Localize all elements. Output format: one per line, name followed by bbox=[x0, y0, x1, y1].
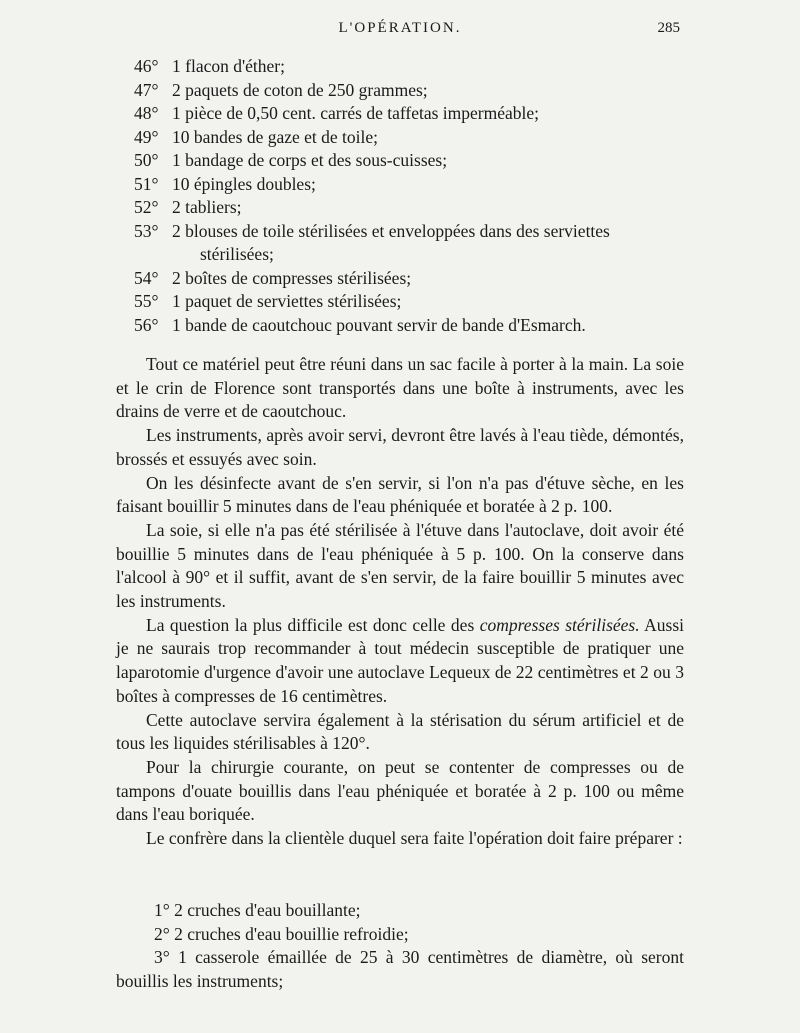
item-text: 2 blouses de toile stérilisées et enveloppées dans des serviettes bbox=[172, 220, 610, 241]
item-text: 1 flacon d'éther; bbox=[172, 56, 285, 76]
item-number: 53° bbox=[134, 220, 159, 241]
item-number: 56° bbox=[134, 314, 159, 335]
item-number: 48° bbox=[134, 103, 159, 123]
list-item bbox=[134, 267, 694, 291]
item-number: 50° bbox=[134, 150, 159, 170]
item-number: 49° bbox=[134, 126, 159, 147]
list-item bbox=[134, 55, 694, 79]
item-number: 47° bbox=[134, 79, 159, 100]
paragraph: Le confrère dans la clientèle duquel sera faite l'opération doit faire préparer : bbox=[146, 828, 683, 849]
paragraph: La soie, si elle n'a pas été stérilisée à l'étuve dans l'autoclave, doit avoir été bouillie 5 minutes dans de l'eau phéniquée à 5 p. 100. On la conserve dans l'alcool à 90° et il suffit, avant de s'en servir, de la faire bouillir 5 minutes avec les instruments. bbox=[116, 519, 684, 612]
item-text: 1 bande de caoutchouc pouvant servir de bande d'Esmarch. bbox=[172, 314, 586, 335]
item-text: 1 paquet de serviettes stérilisées; bbox=[172, 291, 402, 311]
body-text bbox=[116, 353, 684, 851]
paragraph-text: La question la plus difficile est donc celle des bbox=[146, 614, 480, 635]
paragraph: Tout ce matériel peut être réuni dans un sac facile à porter à la main. La soie et le crin de Florence sont transportés dans une boîte à instruments, avec les drains de verre et de caoutchouc. bbox=[116, 354, 684, 422]
emphasis-text: compresses stérilisées. bbox=[479, 614, 640, 635]
paragraph-text: Aussi je ne saurais trop recommander à tout médecin susceptible de pratiquer une laparotomie d'urgence d'avoir une autoclave Lequeux de 22 centimètres et 2 ou 3 boîtes à compresses de 16 centimètres. bbox=[116, 614, 684, 706]
item-text: 2 tabliers; bbox=[172, 197, 242, 217]
item-text: 10 épingles doubles; bbox=[172, 173, 316, 194]
running-title: L'OPÉRATION. bbox=[338, 20, 462, 36]
paragraph: Les instruments, après avoir servi, devront être lavés à l'eau tiède, démontés, brossés et essuyés avec soin. bbox=[116, 425, 684, 469]
item-text: 1 pièce de 0,50 cent. carrés de taffetas imperméable; bbox=[172, 103, 539, 123]
list-item bbox=[134, 149, 694, 173]
item-number: 51° bbox=[134, 173, 159, 194]
list-item bbox=[134, 290, 694, 314]
item-number: 54° bbox=[134, 267, 159, 288]
list-item bbox=[134, 126, 694, 150]
item-text: 10 bandes de gaze et de toile; bbox=[172, 126, 379, 147]
enum-item: 1° 2 cruches d'eau bouillante; bbox=[154, 900, 361, 920]
paragraph: Cette autoclave servira également à la stérisation du sérum artificiel et de tous les liquides stérilisables à 120°. bbox=[116, 709, 684, 754]
item-continuation: stérilisées; bbox=[200, 244, 274, 264]
list-item bbox=[134, 79, 694, 103]
running-head bbox=[0, 20, 800, 42]
paragraph: On les désinfecte avant de s'en servir, si l'on n'a pas d'étuve sèche, en les faisant bouillir 5 minutes dans de l'eau phéniquée et boratée à 2 p. 100. bbox=[116, 472, 684, 517]
enum-item: 2° 2 cruches d'eau bouillie refroidie; bbox=[154, 923, 409, 944]
list-item bbox=[134, 220, 694, 244]
list-item bbox=[134, 314, 694, 338]
item-text: 2 paquets de coton de 250 grammes; bbox=[172, 79, 428, 100]
item-text: 1 bandage de corps et des sous-cuisses; bbox=[172, 150, 448, 170]
preparation-list bbox=[116, 899, 684, 994]
page-number: 285 bbox=[657, 20, 680, 36]
item-number: 55° bbox=[134, 291, 159, 311]
list-item bbox=[134, 102, 694, 126]
enum-item: 3° 1 casserole émaillée de 25 à 30 centimètres de diamètre, où seront bouillis les instruments; bbox=[116, 947, 684, 992]
supply-list bbox=[134, 55, 694, 337]
item-text: 2 boîtes de compresses stérilisées; bbox=[172, 267, 412, 288]
list-item bbox=[134, 173, 694, 197]
item-number: 46° bbox=[134, 56, 159, 76]
item-number: 52° bbox=[134, 197, 159, 217]
paragraph bbox=[116, 614, 684, 709]
paragraph: Pour la chirurgie courante, on peut se contenter de compresses ou de tampons d'ouate bouillis dans l'eau phéniquée et boratée à 2 p. 100 ou même dans l'eau boriquée. bbox=[116, 756, 684, 825]
list-item bbox=[134, 196, 694, 220]
